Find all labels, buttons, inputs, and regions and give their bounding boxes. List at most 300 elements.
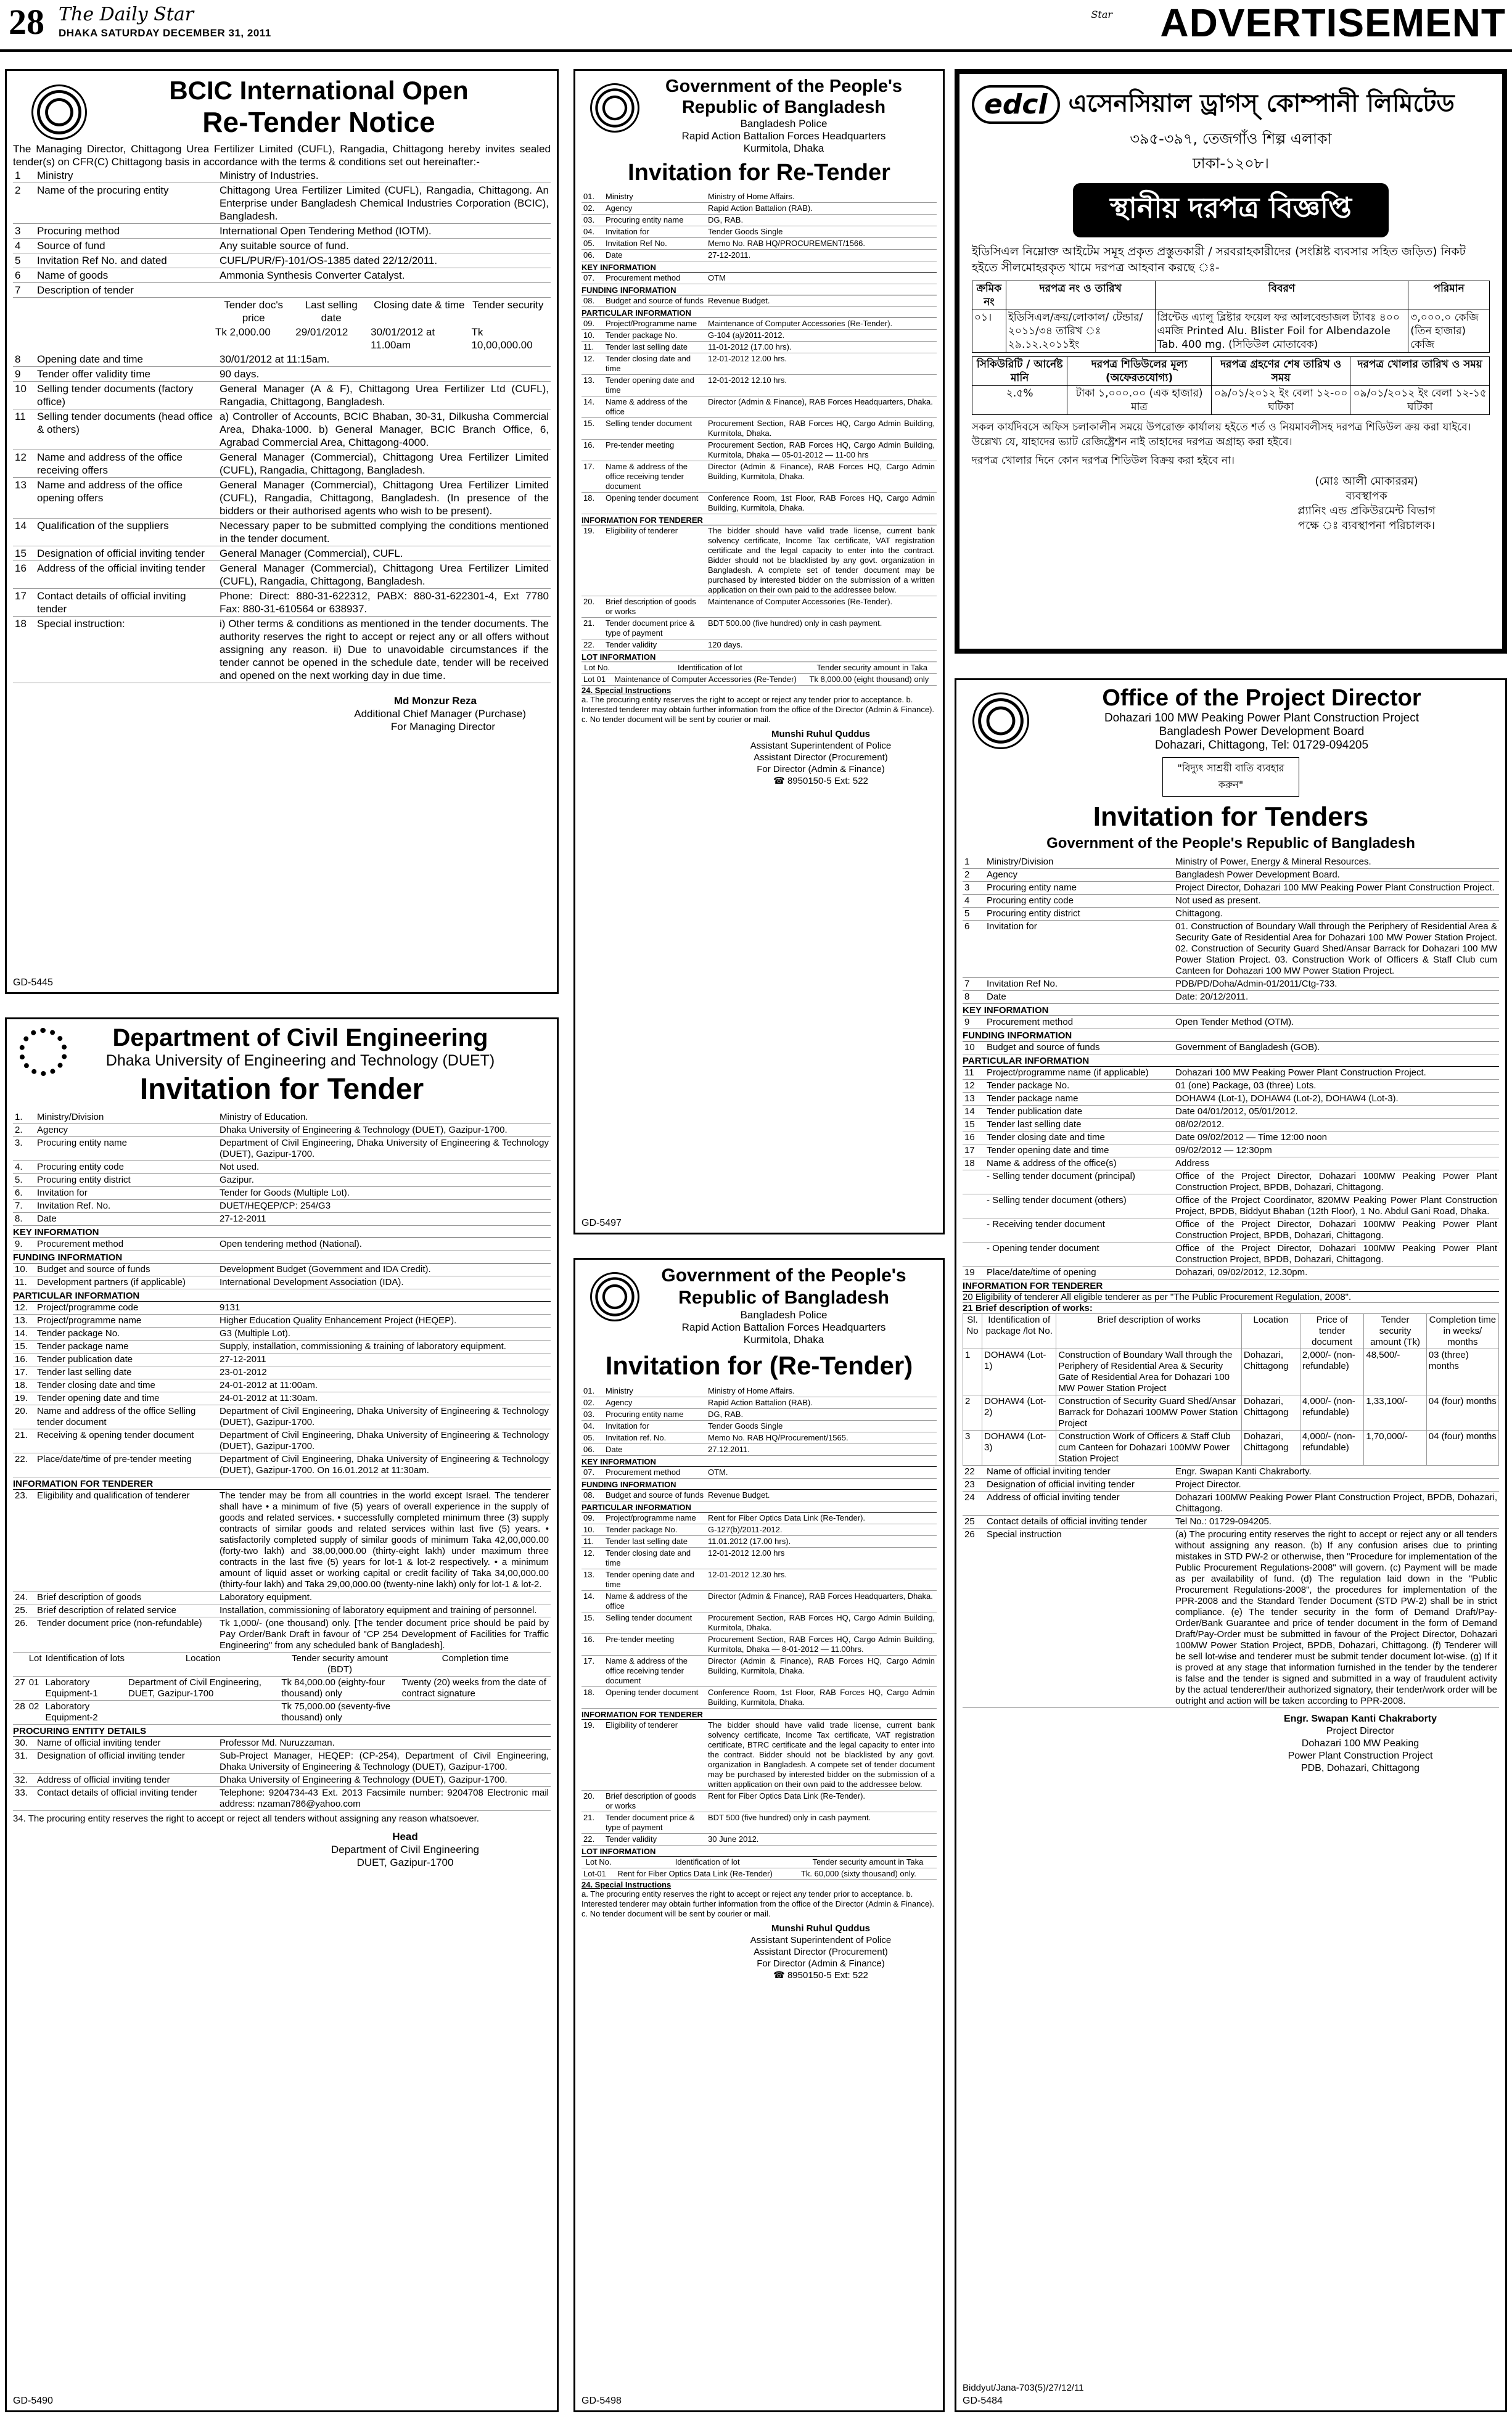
row-label: Invitation Ref No. — [985, 978, 1173, 991]
row-value: DG, RAB. — [706, 1409, 937, 1421]
row-number: 17. — [581, 1656, 604, 1687]
row-value: Ammonia Synthesis Converter Catalyst. — [218, 268, 551, 283]
row-value: Director (Admin & Finance), RAB Forces Headquarters, Dhaka. — [706, 1591, 937, 1612]
grid-cell: দরপত্র শিডিউলের মূল্য (অফেরতযোগ্য) — [1067, 357, 1212, 386]
row-number: 13. — [581, 1569, 604, 1591]
row-number: 16 — [963, 1131, 985, 1144]
grid-cell: Brief description of works — [1056, 1314, 1242, 1349]
row-label: Tender package No. — [985, 1080, 1173, 1093]
row-label: Agency — [604, 203, 706, 215]
row-number: 9 — [963, 1016, 985, 1029]
row-number: 05. — [581, 1432, 604, 1444]
grid-cell: দরপত্র খোলার তারিখ ও সময় — [1350, 357, 1490, 386]
row-label: Address of the official inviting tender — [35, 561, 218, 589]
grid-cell: Maintenance of Computer Accessories (Re-Tender) — [612, 674, 807, 686]
info-table — [13, 1591, 551, 1653]
duet-sign-name: Head — [392, 1831, 418, 1842]
bcic-sign-name: Md Monzur Reza — [393, 695, 477, 707]
grid-cell: Dohazari, Chittagong — [1241, 1431, 1300, 1466]
section-heading: FUNDING INFORMATION — [13, 1252, 551, 1263]
table-row — [581, 1421, 937, 1432]
table-row — [581, 1687, 937, 1709]
grid-cell: ৩,০০০.০ কেজি (তিন হাজার) কেজি — [1408, 310, 1490, 353]
row-value: Sub-Project Manager, HEQEP: (CP-254), Department of Civil Engineering, Dhaka University of Engineering & Technology (DUET), Gazipur-1700. — [218, 1750, 551, 1774]
grid-cell: Identification of lot — [615, 1857, 799, 1868]
row-value: 11.01.2012 (17.00 hrs). — [706, 1536, 937, 1548]
row-number: 03. — [581, 215, 604, 226]
duet-title: Department of Civil Engineering — [112, 1024, 488, 1051]
edcl-sign-dept: প্ল্যানিং এন্ড প্রকিউরমেন্ট বিভাগ — [1297, 504, 1436, 517]
grid-cell — [400, 1701, 551, 1725]
special-instructions-label: 24. Special Instructions — [581, 686, 672, 695]
row-label: Description of tender — [35, 283, 218, 298]
row-number: 25 — [963, 1516, 985, 1529]
row-number: 2 — [13, 183, 35, 224]
row-value: 09/02/2012 — 12:30pm — [1173, 1144, 1499, 1157]
row-label: Procurement method — [35, 1238, 218, 1251]
row-number: 8 — [13, 352, 35, 367]
row-value: Rapid Action Battalion (RAB). — [706, 1397, 937, 1409]
info-table — [963, 1016, 1499, 1029]
table-row — [963, 1144, 1499, 1157]
pd-works-label: 21 Brief description of works: — [963, 1303, 1093, 1313]
rab1-heading: Invitation for Re-Tender — [628, 160, 890, 186]
row-number: 26. — [13, 1617, 35, 1653]
table-row — [581, 250, 937, 261]
row-label: Budget and source of funds — [604, 295, 706, 307]
row-label: Date — [35, 1213, 218, 1226]
row-number: 19. — [581, 1720, 604, 1791]
table-row — [963, 869, 1499, 882]
table-row — [963, 1041, 1499, 1054]
info-table — [13, 1737, 551, 1811]
table-row — [13, 352, 551, 367]
row-number: 6. — [13, 1187, 35, 1200]
row-label: Tender package No. — [35, 1328, 218, 1341]
grid-cell: Construction of Boundary Wall through the Periphery of Residential Area & Security Gate of Residential Area for Dohazari 100 MW Power Station Project — [1056, 1349, 1242, 1395]
rab-retender-ad-1 — [573, 69, 945, 1234]
table-row — [963, 991, 1499, 1004]
row-number: 19. — [13, 1392, 35, 1405]
table-row — [13, 1302, 551, 1315]
row-label: - Opening tender document — [985, 1242, 1173, 1267]
row-number: 7. — [13, 1200, 35, 1213]
grid-cell: DOHAW4 (Lot-1) — [982, 1349, 1056, 1395]
row-number: 1. — [13, 1111, 35, 1124]
row-label: Tender validity — [604, 639, 706, 651]
rab2-sign-title: Assistant Superintendent of Police — [750, 1935, 892, 1945]
row-value: Phone: Direct: 880-31-622312, PABX: 880-31-622301-4, Ext 7780 Fax: 880-31-610564 or 638937. — [218, 589, 551, 617]
grid-cell: Identification of package /lot No. — [982, 1314, 1056, 1349]
section-heading: FUNDING INFORMATION — [963, 1030, 1499, 1041]
row-label: Name & address of the office receiving tender document — [604, 1656, 706, 1687]
table-row — [13, 478, 551, 519]
row-value: General Manager (Commercial), Chittagong Urea Fertilizer Limited (CUFL), Rangadia, Chittagong, Bangladesh. (In presence of the bidders or their authorised agents who wish to be present). — [218, 478, 551, 519]
row-label: Invitation for — [604, 1421, 706, 1432]
row-number: 10. — [581, 1524, 604, 1536]
row-number: 12. — [581, 1548, 604, 1569]
info-table — [581, 1490, 937, 1501]
row-number: 09. — [581, 1513, 604, 1524]
row-number: 15. — [581, 1612, 604, 1634]
table-row — [581, 1591, 937, 1612]
row-label: Project/programme name — [604, 1513, 706, 1524]
table-row — [13, 409, 551, 450]
row-label: Tender document price (non-refundable) — [35, 1617, 218, 1653]
row-value: 11-01-2012 (17.00 hrs). — [706, 342, 937, 353]
grid-cell: Twenty (20) weeks from the date of contract signature — [400, 1677, 551, 1701]
row-number: 15 — [13, 546, 35, 561]
row-value: Tk 1,000/- (one thousand) only. [The tender document price should be paid by Pay Order/Bank Draft in favour of "CP 254 Development of Facilities for Traffic Engineering" from any scheduled bank of Bangladesh]. — [218, 1617, 551, 1653]
row-number — [963, 1242, 985, 1267]
row-value: Dohazari, 09/02/2012, 12.30pm. — [1173, 1267, 1499, 1279]
section-heading: KEY INFORMATION — [13, 1227, 551, 1238]
table-row — [963, 1194, 1499, 1218]
row-number: 18. — [13, 1379, 35, 1392]
grid-cell: পরিমান — [1408, 281, 1490, 310]
row-value: Supply, installation, commissioning & training of laboratory equipment. — [218, 1341, 551, 1353]
grid-cell: Tk 2,000.00 — [215, 326, 271, 338]
row-value: Professor Md. Nuruzzaman. — [218, 1737, 551, 1750]
grid-cell: Lot-01 — [581, 1868, 615, 1880]
rab2-title: Government of the People's Republic of Bangladesh — [661, 1265, 906, 1308]
row-value: Department of Civil Engineering, Dhaka University of Engineering & Technology (DUET), Gazipur-1700. — [218, 1137, 551, 1161]
lot-header: Location — [126, 1653, 279, 1677]
table-row — [963, 1106, 1499, 1119]
section-heading: FUNDING INFORMATION — [581, 285, 937, 295]
info-table — [963, 1466, 1499, 1708]
row-number: 1 — [13, 168, 35, 183]
edcl-sign-for: পক্ষে ঃ ব্যবস্থাপনা পরিচালক। — [1297, 519, 1436, 532]
table-row — [581, 375, 937, 396]
row-label: Tender opening date and time — [35, 1392, 218, 1405]
row-value: Director (Admin & Finance), RAB Forces HQ, Cargo Admin Building, Kurmitola, Dhaka. — [706, 461, 937, 493]
table-row — [13, 1124, 551, 1137]
table-row — [13, 1490, 551, 1591]
info-table — [581, 273, 937, 284]
table-row — [581, 1490, 937, 1501]
row-label: Contact details of official inviting tender — [35, 1787, 218, 1811]
row-label: Eligibility of tenderer — [604, 1720, 706, 1791]
table-row — [13, 561, 551, 589]
section-heading: KEY INFORMATION — [581, 1457, 937, 1467]
row-number — [963, 1170, 985, 1194]
info-table — [581, 191, 937, 261]
row-label: Eligibility of tenderer — [604, 525, 706, 596]
grid-cell: Construction Work of Officers & Staff Club cum Canteen for Dohazari 100MW Power Station Project — [1056, 1431, 1242, 1466]
row-label: Tender closing date and time — [604, 1548, 706, 1569]
row-label: Place/date/time of pre-tender meeting — [35, 1453, 218, 1477]
rab2-sign-name: Munshi Ruhul Quddus — [771, 1923, 870, 1934]
works-row — [963, 1395, 1499, 1431]
row-number: 05. — [581, 238, 604, 250]
row-value: Conference Room, 1st Floor, RAB Forces HQ, Cargo Admin Building, Kurmitola, Dhaka. — [706, 1687, 937, 1709]
row-number: 15 — [963, 1119, 985, 1131]
row-number: 12 — [963, 1080, 985, 1093]
info-table — [581, 1720, 937, 1846]
row-value: Procurement Section, RAB Forces HQ, Cargo Admin Building, Kurmitola, Dhaka — 05-01-2012 — 11-00 hrs — [706, 440, 937, 461]
row-value: General Manager (Commercial), CUFL. — [218, 546, 551, 561]
section-heading: PARTICULAR INFORMATION — [963, 1056, 1499, 1067]
row-value: i) Other terms & conditions as mentioned in the tender documents. The authority reserves the right to accept or reject any or all offers without assigning any reason. ii) Due to unavoidable circumstances if the tender cannot be opened in the schedule date, tender will be received and opened on the next working day in due time. — [218, 617, 551, 683]
rab1-sign-title2: Assistant Director (Procurement) — [754, 752, 888, 763]
row-value: Open tendering method (National). — [218, 1238, 551, 1251]
special-instructions: a. The procuring entity reserves the right to accept or reject any tender prior to acceptance. b. Interested tenderer may obtain further information from the office of the Director (Admin & Finance). c. No tender document will be sent by courier or mail. — [581, 695, 935, 724]
table-row — [963, 1218, 1499, 1242]
duet-note: 34. The procuring entity reserves the right to accept or reject all tenders without assigning any reason whatsoever. — [13, 1813, 479, 1824]
pd-sign-title: Project Director — [1326, 1726, 1395, 1736]
row-label: Ministry — [604, 191, 706, 203]
grid-cell: 48,500/- — [1364, 1349, 1426, 1395]
rab1-sign-name: Munshi Ruhul Quddus — [771, 729, 870, 739]
row-label: Selling tender documents (head office & others) — [35, 409, 218, 450]
row-label: Procuring entity district — [35, 1174, 218, 1187]
row-value: Rent for Fiber Optics Data Link (Re-Tender). — [706, 1791, 937, 1812]
row-value: Department of Civil Engineering, Dhaka University of Engineering & Technology (DUET), Gazipur-1700. On 16.01.2012 at 11:30am. — [218, 1453, 551, 1477]
info-table — [13, 1653, 551, 1725]
grid-cell: দরপত্র গ্রহণের শেষ তারিখ ও সময় — [1211, 357, 1350, 386]
pd-body — [963, 856, 1499, 1708]
row-value: Bangladesh Power Development Board. — [1173, 869, 1499, 882]
row-number: 22. — [581, 639, 604, 651]
edcl-table-1 — [972, 281, 1490, 353]
row-value: OTM. — [706, 1467, 937, 1479]
row-label: Name of official inviting tender — [35, 1737, 218, 1750]
table-row — [963, 1267, 1499, 1279]
info-table — [13, 1490, 551, 1591]
row-number: 26 — [963, 1529, 985, 1708]
edcl-sign-title: ব্যবস্থাপক — [1346, 490, 1387, 503]
table-row — [13, 1328, 551, 1341]
grid-cell: Rent for Fiber Optics Data Link (Re-Tender) — [615, 1868, 799, 1880]
rab1-sub1: Bangladesh Police — [740, 118, 828, 129]
row-value: Necessary paper to be submitted complying the conditions mentioned in the tender document. — [218, 519, 551, 546]
police-emblem-icon — [590, 83, 639, 133]
table-row — [13, 1353, 551, 1366]
grid-cell: Laboratory Equipment-2 — [44, 1701, 126, 1725]
pd-heading: Invitation for Tenders — [1093, 802, 1369, 832]
edcl-value-row — [972, 386, 1490, 415]
row-label: Ministry/Division — [35, 1111, 218, 1124]
rab1-sign-for: For Director (Admin & Finance) — [757, 764, 885, 774]
row-label: Tender package No. — [604, 1524, 706, 1536]
table-row — [13, 1750, 551, 1774]
bcic-sign-title: Additional Chief Manager (Purchase) — [354, 708, 526, 720]
table-row — [581, 191, 937, 203]
rab1-sign-phone: 8950150-5 Ext: 522 — [787, 776, 868, 786]
row-label: Name and address of the office Selling tender document — [35, 1405, 218, 1429]
row-number: 19 — [963, 1267, 985, 1279]
row-number: 21. — [13, 1429, 35, 1453]
row-value: Dohazari 100MW Peaking Power Plant Construction Project, BPDB, Dohazari, Chittagong. — [1173, 1492, 1499, 1516]
row-number: 17. — [581, 461, 604, 493]
row-label: Procurement method — [604, 273, 706, 284]
row-number: 18. — [581, 493, 604, 514]
section-heading: KEY INFORMATION — [963, 1005, 1499, 1016]
grid-cell: Tk 84,000.00 (eighty-four thousand) only — [279, 1677, 400, 1701]
row-value: Not used as present. — [1173, 895, 1499, 908]
table-row — [13, 1213, 551, 1226]
desc-header-row — [213, 298, 546, 325]
row-value: Any suitable source of fund. — [218, 239, 551, 253]
row-number: 14 — [963, 1106, 985, 1119]
row-value: Procurement Section, RAB Forces HQ, Cargo Admin Building, Kurmitola, Dhaka. — [706, 418, 937, 440]
row-number: 5 — [963, 908, 985, 921]
table-row — [581, 342, 937, 353]
row-label: Tender closing date and time — [35, 1379, 218, 1392]
section-heading: PROCURING ENTITY DETAILS — [13, 1726, 551, 1737]
row-label: Name & address of the office — [604, 1591, 706, 1612]
table-row — [13, 1263, 551, 1276]
grid-cell: Lot No. — [581, 662, 612, 674]
grid-cell: বিবরণ — [1155, 281, 1408, 310]
row-number: 17 — [13, 589, 35, 617]
pd-sign-l4: PDB, Dohazari, Chittagong — [1300, 1763, 1420, 1773]
row-value: Office of the Project Director, Dohazari 100MW Peaking Power Plant Construction Project, BPDB, Dohazari, Chittagong. — [1173, 1218, 1499, 1242]
rab2-code: GD-5498 — [581, 2396, 622, 2406]
row-label: - Selling tender document (principal) — [985, 1170, 1173, 1194]
duet-tender-ad — [5, 1017, 559, 2412]
row-label: Tender last selling date — [604, 342, 706, 353]
row-label: Ministry — [604, 1386, 706, 1397]
row-label: Tender publication date — [985, 1106, 1173, 1119]
row-value: 24-01-2012 at 11:00am. — [218, 1379, 551, 1392]
bcic-title: BCIC International Open — [169, 76, 469, 105]
row-value: 12-01-2012 12.00 hrs. — [706, 353, 937, 375]
row-label: Invitation Ref No. — [604, 238, 706, 250]
rab-retender-ad-2 — [573, 1258, 945, 2412]
row-label: Designation of official inviting tender — [35, 546, 218, 561]
row-number: 5. — [13, 1174, 35, 1187]
row-value: Date 04/01/2012, 05/01/2012. — [1173, 1106, 1499, 1119]
grid-cell: Tender security — [472, 299, 544, 311]
row-label: Pre-tender meeting — [604, 440, 706, 461]
row-value: 30/01/2012 at 11:15am. — [218, 352, 551, 367]
grid-cell: 2,000/- (non-refundable) — [1300, 1349, 1364, 1395]
grid-cell: 02 — [27, 1701, 44, 1725]
row-value: Dhaka University of Engineering & Technology (DUET), Gazipur-1700. — [218, 1124, 551, 1137]
row-value: The tender may be from all countries in the world except Israel. The tenderer shall have • a minimum of five (5) years of overall experience in the supply of goods and related services. • successfully completed minimum three (3) supply contracts of similar goods and related services within last five (5) years. • satisfactorily completed supply of similar goods of minimum Taka 42,00,000.00 (forty-two lakh) and 38,00,000.00 (thirty-eight lakh) under maximum three contracts in the last five (5) years for lot-1 & lot-2 respectively. • a minimum amount of liquid asset or working capital or credit facility of Taka 34,00,000.00 (thirty-four lakh) and Taka 29,00,000.00 (twenty-nine lakh) only for lot-1 & lot-2. — [218, 1490, 551, 1591]
edcl-banner: স্থানীয় দরপত্র বিজ্ঞপ্তি — [1073, 183, 1389, 237]
row-value: Project Director, Dohazari 100 MW Peaking Power Plant Construction Project. — [1173, 882, 1499, 895]
row-value: Office of the Project Coordinator, 820MW Peaking Power Plant Construction Project, BPDB, Biddyut Bhaban (12th Floor), 1 No. Abdul Gani Road, Dhaka. — [1173, 1194, 1499, 1218]
table-row — [13, 1774, 551, 1787]
row-number: 07. — [581, 1467, 604, 1479]
grid-cell: টাকা ১,০০০.০০ (এক হাজার) মাত্র — [1067, 386, 1212, 415]
row-number: 20. — [13, 1405, 35, 1429]
row-value: Ministry of Home Affairs. — [706, 1386, 937, 1397]
table-row — [581, 1397, 937, 1409]
rab2-sign-for: For Director (Admin & Finance) — [757, 1958, 885, 1969]
dateline: DHAKA SATURDAY DECEMBER 31, 2011 — [59, 27, 271, 39]
row-value: G-104 (a)/2011-2012. — [706, 330, 937, 342]
row-label: Tender validity — [604, 1834, 706, 1846]
row-number: 31. — [13, 1750, 35, 1774]
section-heading: LOT INFORMATION — [581, 652, 937, 662]
table-row — [13, 283, 551, 298]
row-number: 33. — [13, 1787, 35, 1811]
rab2-sub1: Bangladesh Police — [740, 1309, 828, 1321]
row-value: Tender for Goods (Multiple Lot). — [218, 1187, 551, 1200]
row-value: Higher Education Quality Enhancement Project (HEQEP). — [218, 1315, 551, 1328]
row-label: Procuring entity code — [985, 895, 1173, 908]
table-row — [581, 596, 937, 618]
table-row — [581, 418, 937, 440]
pd-gov: Government of the People's Republic of Bangladesh — [1046, 835, 1415, 852]
row-number: 11 — [963, 1067, 985, 1080]
row-value: 27-12-2011 — [218, 1213, 551, 1226]
row-label: Procuring entity name — [985, 882, 1173, 895]
row-value: Development Budget (Government and IDA Credit). — [218, 1263, 551, 1276]
works-row — [963, 1349, 1499, 1395]
table-row — [13, 1238, 551, 1251]
row-value: Gazipur. — [218, 1174, 551, 1187]
row-value: Procurement Section, RAB Forces HQ, Cargo Admin Building, Kurmitola, Dhaka — 8-01-2012 — 11.00hrs. — [706, 1634, 937, 1656]
duet-sign-title: Department of Civil Engineering — [331, 1844, 479, 1855]
row-label: Name of goods — [35, 268, 218, 283]
table-row — [13, 168, 551, 183]
edcl-intro: ইডিসিএল নিম্নোক্ত আইটেম সমূহ প্রকৃত প্রস্তুতকারী / সরবরাহকারীদের (সংশ্লিষ্ট ব্যবসার সহিত জড়িত) নিকট হইতে সীলমোহরকৃত খামে দরপত্র আহবান করছে ঃ- — [972, 245, 1466, 274]
row-label: Name & address of the office — [604, 396, 706, 418]
row-number: 11. — [581, 342, 604, 353]
grid-cell: Tk 10,00,000.00 — [471, 326, 533, 351]
table-row — [13, 1111, 551, 1124]
lot-header: Identification of lots — [44, 1653, 126, 1677]
lot-header-row — [581, 662, 937, 674]
row-value: Telephone: 9204734-43 Ext. 2013 Facsimile number: 9204708 Electronic mail address: nzaman786@yahoo.com — [218, 1787, 551, 1811]
table-row — [581, 1812, 937, 1834]
row-label: Tender opening date and time — [604, 1569, 706, 1591]
grid-cell: Last selling date — [305, 299, 358, 324]
table-row — [13, 1187, 551, 1200]
pd-title: Office of the Project Director — [1102, 685, 1421, 711]
table-row — [13, 1604, 551, 1617]
row-value: Installation, commissioning of laboratory equipment and training of personnel. — [218, 1604, 551, 1617]
row-label: - Selling tender document (others) — [985, 1194, 1173, 1218]
lot-row — [581, 674, 937, 686]
grid-cell: Construction of Security Guard Shed/Ansar Barrack for Dohazari 100MW Power Station Project — [1056, 1395, 1242, 1431]
grid-cell: 4,000/- (non-refundable) — [1300, 1431, 1364, 1466]
grid-cell: 04 (four) months — [1426, 1431, 1498, 1466]
edcl-note2: দরপত্র খোলার দিনে কোন দরপত্র শিডিউল বিক্রয় করা হইবে না। — [972, 454, 1235, 467]
row-value: CUFL/PUR/F)-101/OS-1385 dated 22/12/2011. — [218, 253, 551, 268]
row-label: Invitation Ref. No. — [35, 1200, 218, 1213]
row-number: 01. — [581, 1386, 604, 1397]
row-number: 18. — [581, 1687, 604, 1709]
row-label: Name & address of the office receiving tender document — [604, 461, 706, 493]
info-table — [963, 1313, 1499, 1466]
row-number: 02. — [581, 203, 604, 215]
row-number: 01. — [581, 191, 604, 203]
row-label: Project/programme code — [35, 1302, 218, 1315]
row-number: 17. — [13, 1366, 35, 1379]
row-value: Maintenance of Computer Accessories (Re-Tender). — [706, 596, 937, 618]
row-value: G-127(b)/2011-2012. — [706, 1524, 937, 1536]
row-number: 13. — [581, 375, 604, 396]
row-value: 01. Construction of Boundary Wall through the Periphery of Residential Area & Security Gate of Residential Area for Dohazari 100 MW Power Station Project. 02. Construction of Security Guard Shed/Ansar Barrack for Dohazari 100 MW Power Station Project. 03. Construction Work of Officers & Staff Club cum Canteen for Dohazari 100 MW Power Station Project. — [1173, 921, 1499, 978]
section-heading: INFORMATION FOR TENDERER — [581, 515, 937, 525]
row-label: Tender package name — [985, 1093, 1173, 1106]
edcl-address2: ঢাকা-১২০৮। — [1193, 155, 1269, 172]
info-table — [13, 1238, 551, 1251]
info-table — [13, 1302, 551, 1477]
row-number: 11. — [581, 1536, 604, 1548]
pd-eligibility: 20 Eligibility of tenderer All eligible tenderer as per "The Public Procurement Regulation, 2008". — [963, 1292, 1499, 1303]
table-row — [963, 1093, 1499, 1106]
table-row — [581, 1524, 937, 1536]
row-value: (a) The procuring entity reserves the right to accept or reject any or all tenders without assigning any reason. (b) If any confusion arises due to printing mistakes in STD PW-2 or otherwise, then "Procedure for implementation of the Public Procurement Regulations-2008" will govern. (c) Payment will be made as per availability of fund. (d) The regulation laid down in the "Public Procurement Regulations-2008", the procedures for implementation of the PPR-2008 and the Standard Tender Document (STD PW-2) shall be in strict compliance. (e) The tender security in the form of Demand Draft/Pay-Order/Bank Guarantee and price of tender document in the form of Demand Draft/Pay-Order must be submitted in favour of the Project Director, Dohazari 100MW Power Station Project, BPDB, Dohazari, Chittagong. (f) Tenderer will be sell lot-wise and tenderer must be submit tender document lot-wise. (g) If it is proved at any stage that information furnished in the tender by the tenderer is false and the tender is signed and submitted in a way of fraudulent activity by the actual tenderer/their authorized signatory, their tender/work order will be outright and action will be taken according to PPR-2008. — [1173, 1529, 1499, 1708]
row-label: Procuring entity name — [35, 1137, 218, 1161]
